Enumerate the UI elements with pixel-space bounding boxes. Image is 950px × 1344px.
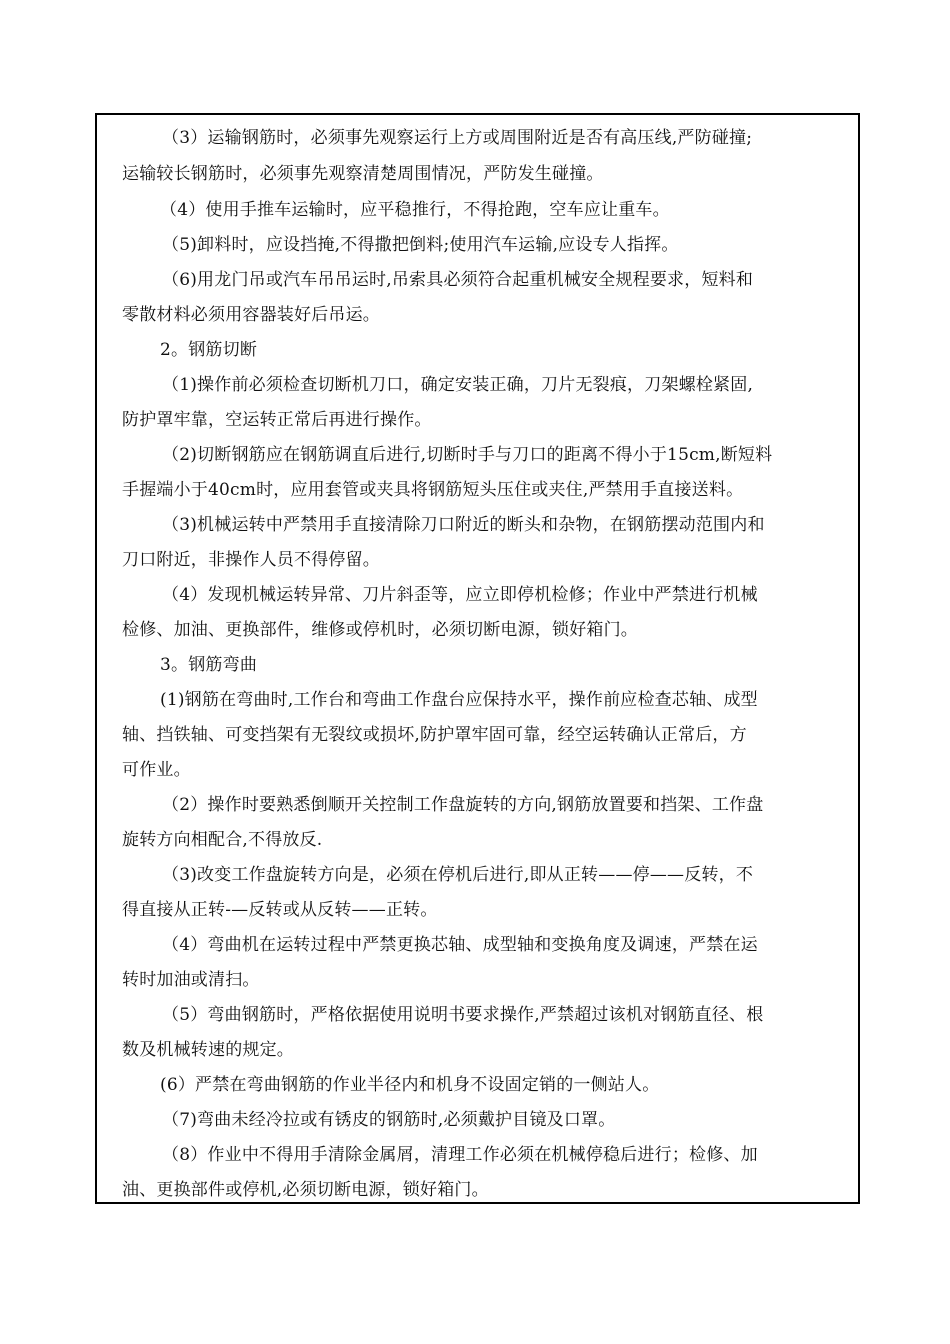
text-line: （5）弯曲钢筋时，严格依据使用说明书要求操作,严禁超过该机对钢筋直径、根 bbox=[162, 1005, 764, 1025]
text-line: 检修、加油、更换部件，维修或停机时，必须切断电源，锁好箱门。 bbox=[122, 620, 638, 640]
text-line: （3)机械运转中严禁用手直接清除刀口附近的断头和杂物，在钢筋摆动范围内和 bbox=[162, 515, 765, 535]
text-line: （2)切断钢筋应在钢筋调直后进行,切断时手与刀口的距离不得小于15cm,断短料 bbox=[162, 445, 773, 465]
text-line: （2）操作时要熟悉倒顺开关控制工作盘旋转的方向,钢筋放置要和挡架、工作盘 bbox=[162, 795, 764, 815]
text-line: 刀口附近，非操作人员不得停留。 bbox=[122, 550, 380, 570]
text-line: （3）运输钢筋时，必须事先观察运行上方或周围附近是否有高压线,严防碰撞; bbox=[162, 128, 753, 148]
text-line: （4）使用手推车运输时，应平稳推行，不得抢跑，空车应让重车。 bbox=[160, 200, 670, 220]
text-line: （3)改变工作盘旋转方向是，必须在停机后进行,即从正转——停——反转，不 bbox=[162, 865, 754, 885]
text-line: （7)弯曲未经冷拉或有锈皮的钢筋时,必须戴护目镜及口罩。 bbox=[162, 1110, 616, 1130]
text-line: 转时加油或清扫。 bbox=[122, 970, 260, 990]
section-heading: 2。钢筋切断 bbox=[160, 340, 258, 360]
text-line: （1)操作前必须检查切断机刀口，确定安装正确，刀片无裂痕，刀架螺栓紧固, bbox=[162, 375, 754, 395]
text-line: （4）发现机械运转异常、刀片斜歪等，应立即停机检修；作业中严禁进行机械 bbox=[162, 585, 758, 605]
text-line: （4）弯曲机在运转过程中严禁更换芯轴、成型轴和变换角度及调速，严禁在运 bbox=[162, 935, 758, 955]
text-line: （8）作业中不得用手清除金属屑，清理工作必须在机械停稳后进行；检修、加 bbox=[162, 1145, 758, 1165]
text-line: 轴、挡铁轴、可变挡架有无裂纹或损坏,防护罩牢固可靠，经空运转确认正常后，方 bbox=[122, 725, 747, 745]
text-line: (1)钢筋在弯曲时,工作台和弯曲工作盘台应保持水平，操作前应检查芯轴、成型 bbox=[160, 690, 758, 710]
text-line: 防护罩牢靠，空运转正常后再进行操作。 bbox=[122, 410, 432, 430]
text-line: (6）严禁在弯曲钢筋的作业半径内和机身不设固定销的一侧站人。 bbox=[160, 1075, 660, 1095]
text-line: 可作业。 bbox=[122, 760, 191, 780]
text-line: 数及机械转速的规定。 bbox=[122, 1040, 294, 1060]
text-line: 运输较长钢筋时，必须事先观察清楚周围情况，严防发生碰撞。 bbox=[122, 164, 604, 184]
text-line: 零散材料必须用容器装好后吊运。 bbox=[122, 305, 380, 325]
text-line: 油、更换部件或停机,必须切断电源，锁好箱门。 bbox=[122, 1180, 489, 1200]
text-line: （5)卸料时，应设挡掩,不得撒把倒料;使用汽车运输,应设专人指挥。 bbox=[162, 235, 679, 255]
text-line: 得直接从正转-—反转或从反转——正转。 bbox=[122, 900, 438, 920]
section-heading: 3。钢筋弯曲 bbox=[160, 655, 258, 675]
text-line: 旋转方向相配合,不得放反. bbox=[122, 830, 323, 850]
text-line: 手握端小于40cm时，应用套管或夹具将钢筋短头压住或夹住,严禁用手直接送料。 bbox=[122, 480, 744, 500]
text-line: （6)用龙门吊或汽车吊吊运时,吊索具必须符合起重机械安全规程要求，短料和 bbox=[162, 270, 754, 290]
